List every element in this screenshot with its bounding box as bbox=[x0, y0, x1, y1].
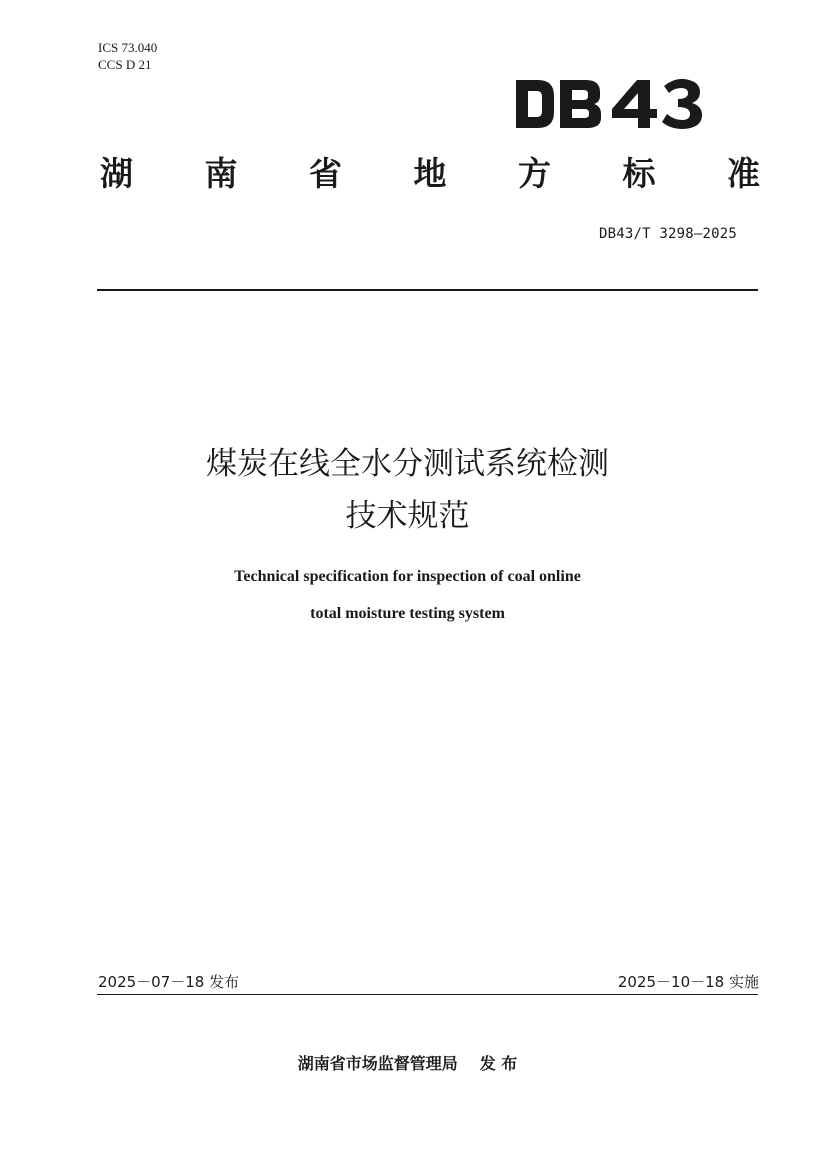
english-title-line-2: total moisture testing system bbox=[310, 605, 505, 622]
issuer-action: 发 布 bbox=[479, 1054, 518, 1073]
db43-logo bbox=[514, 76, 704, 130]
standard-title-char: 地 bbox=[413, 154, 447, 193]
bottom-divider bbox=[97, 994, 758, 995]
standard-type-title bbox=[100, 152, 760, 196]
ics-code: ICS 73.040 bbox=[98, 40, 158, 55]
standard-title-char: 省 bbox=[309, 154, 342, 193]
standard-title-char: 南 bbox=[204, 154, 238, 193]
chinese-title-line-2: 技术规范 bbox=[345, 498, 470, 534]
publish-date: 2025－07－18 发布 bbox=[98, 973, 240, 991]
standard-title-char: 方 bbox=[518, 154, 551, 193]
top-divider bbox=[97, 289, 758, 291]
implementation-date: 2025－10－18 实施 bbox=[617, 973, 759, 991]
issuing-authority bbox=[0, 1053, 815, 1075]
issuer-name: 湖南省市场监督管理局 bbox=[297, 1054, 458, 1073]
standard-title-char: 标 bbox=[622, 154, 656, 193]
english-title-line-1: Technical specification for inspection of coal online bbox=[234, 568, 581, 585]
standard-number: DB43/T 3298—2025 bbox=[598, 226, 737, 242]
chinese-title-line-1: 煤炭在线全水分测试系统检测 bbox=[206, 446, 609, 482]
standard-title-char: 湖 bbox=[100, 154, 133, 193]
ccs-code: CCS D 21 bbox=[98, 57, 152, 72]
standard-title-char: 准 bbox=[727, 154, 760, 193]
